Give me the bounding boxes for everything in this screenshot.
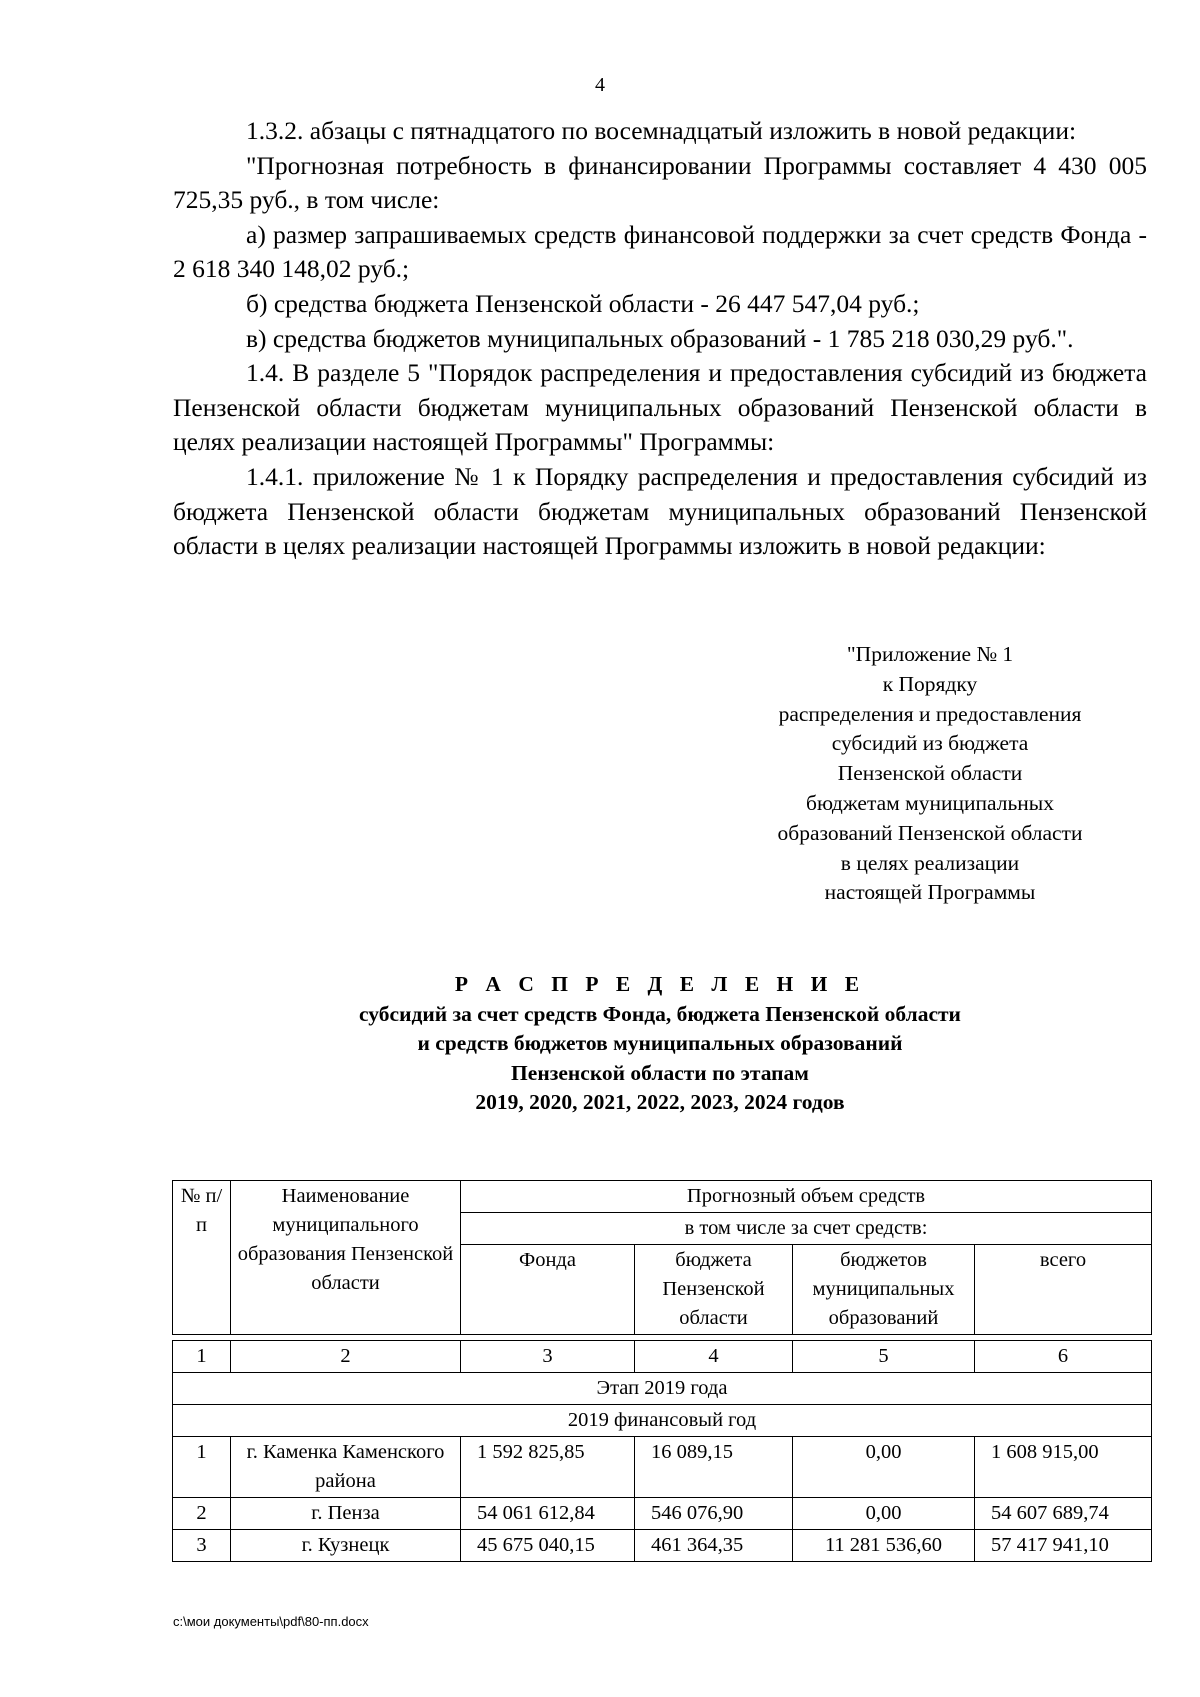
heading-title: Р А С П Р Е Д Е Л Е Н И Е [454,972,866,996]
row-total: 54 607 689,74 [975,1498,1152,1530]
paragraph: "Прогнозная потребность в финансировании Программы составляет 4 430 005 725,35 руб., в том числе: [173,150,1147,215]
column-number: 6 [975,1341,1152,1373]
column-number: 3 [461,1341,635,1373]
header-including: в том числе за счет средств: [461,1213,1152,1245]
header-num: № п/п [173,1181,231,1335]
column-number: 5 [793,1341,975,1373]
row-regional: 16 089,15 [635,1437,793,1498]
row-fund: 54 061 612,84 [461,1498,635,1530]
row-number: 1 [173,1437,231,1498]
heading-line: субсидий за счет средств Фонда, бюджета Пензенской области [359,1001,961,1026]
appendix-line: субсидий из бюджета [831,731,1029,756]
fiscal-year-row [173,1405,1152,1437]
header-municipal: бюджетов муниципальных образований [793,1245,975,1335]
heading-line: и средств бюджетов муниципальных образований [417,1031,903,1056]
row-number: 2 [173,1498,231,1530]
paragraph: в) средства бюджетов муниципальных образований - 1 785 218 030,29 руб.". [246,323,1074,353]
row-fund: 45 675 040,15 [461,1530,635,1562]
appendix-line: к Порядку [882,671,978,696]
column-number: 2 [231,1341,461,1373]
stage-row [173,1373,1152,1405]
row-municipality: г. Кузнецк [231,1530,461,1562]
row-number: 3 [173,1530,231,1562]
header-forecast: Прогнозный объем средств [461,1181,1152,1213]
file-path-footer: c:\мои документы\pdf\80-пп.docx [173,1614,369,1629]
paragraph: б) средства бюджета Пензенской области - 26 447 547,04 руб.; [246,288,920,318]
stage-label: Этап 2019 года [173,1373,1152,1405]
paragraph: а) размер запрашиваемых средств финансовой поддержки за счет средств Фонда - 2 618 340 148,02 руб.; [173,219,1147,284]
column-number: 1 [173,1341,231,1373]
header-regional: бюджета Пензенской области [635,1245,793,1335]
appendix-line: в целях реализации [840,850,1020,875]
distribution-table [172,1180,1152,1562]
table-row [173,1498,1152,1530]
table-row [173,1530,1152,1562]
row-regional: 461 364,35 [635,1530,793,1562]
column-number-row [173,1341,1152,1373]
appendix-line: образований Пензенской области [777,820,1083,845]
header-name: Наименование муниципального образования Пензенской области [231,1181,461,1335]
header-fund: Фонда [461,1245,635,1335]
appendix-line: распределения и предоставления [778,701,1082,726]
heading-line: 2019, 2020, 2021, 2022, 2023, 2024 годов [475,1090,845,1115]
paragraph: 1.3.2. абзацы с пятнадцатого по восемнадцатый изложить в новой редакции: [246,116,1077,145]
row-total: 57 417 941,10 [975,1530,1152,1562]
distribution-heading [200,970,1120,1118]
row-municipal: 0,00 [793,1498,975,1530]
page-number: 4 [595,74,605,96]
appendix-line: "Приложение № 1 [846,642,1014,666]
row-regional: 546 076,90 [635,1498,793,1530]
heading-line: Пензенской области по этапам [511,1060,809,1085]
row-municipal: 0,00 [793,1437,975,1498]
paragraph: 1.4.1. приложение № 1 к Порядку распределения и предоставления субсидий из бюджета Пензенской области бюджетам муниципальных образований Пензенской области в целях реализации настоящей Программы изложить в новой редакции: [173,461,1147,561]
appendix-line: Пензенской области [837,761,1023,786]
row-municipal: 11 281 536,60 [793,1530,975,1562]
table-row [173,1437,1152,1498]
row-municipality: г. Пенза [231,1498,461,1530]
paragraph: 1.4. В разделе 5 "Порядок распределения и предоставления субсидий из бюджета Пензенской области бюджетам муниципальных образований Пензенской области в целях реализации настоящей Программы" Программы: [173,358,1147,457]
header-total: всего [975,1245,1152,1335]
appendix-reference [740,640,1120,908]
row-total: 1 608 915,00 [975,1437,1152,1498]
column-number: 4 [635,1341,793,1373]
row-municipality: г. Каменка Каменского района [231,1437,461,1498]
body-text [173,114,1147,564]
appendix-line: настоящей Программы [824,880,1036,905]
table-header-row [173,1181,1152,1213]
row-fund: 1 592 825,85 [461,1437,635,1498]
fiscal-year-label: 2019 финансовый год [173,1405,1152,1437]
appendix-line: бюджетам муниципальных [806,790,1054,815]
